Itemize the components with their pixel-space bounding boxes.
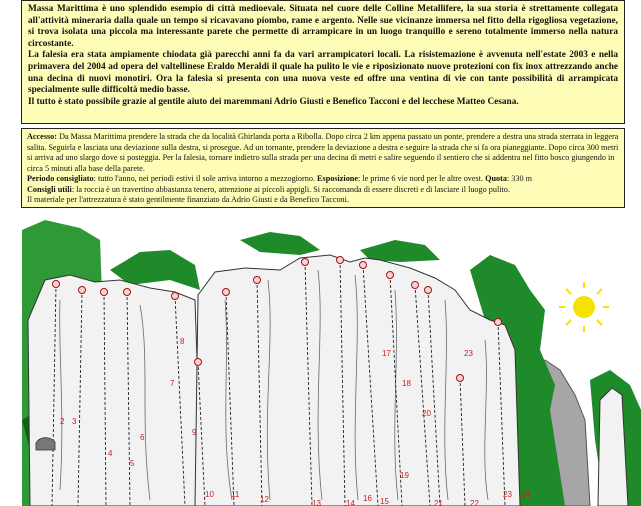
route-label-22: 22	[470, 499, 479, 506]
route-label-8: 8	[180, 337, 185, 346]
route-label-4: 4	[108, 449, 113, 458]
route-label-9: 9	[192, 428, 197, 437]
access-text: Da Massa Marittima prendere la strada che da località Ghirlanda porta a Ribolla. Dopo circa 2 km appena passato un ponte, prendere a destra una strada sterrata in leggera salita. Seguirla e lasciata una deviazione sulla destra, si prosegue. Ad un tornante, prendere la deviazione a destra e seguire la strada che si fa ora pianeggiante. Dopo circa 300 metri si arriva ad uno slargo dove si posteggia. Per la falesia, tornare indietro sulla strada per una decina di metri e salire seguendo il sentiero che si addentra nel fitto bosco giungendo in circa 5 minuti alla base della parete.	[27, 132, 619, 173]
tips-text: : la roccia è un travertino abbastanza tenero, attenzione ai piccoli appigli. Si raccomanda di essere discreti e di lasciare il luogo pulito.	[71, 184, 510, 194]
route-label-2: 2	[60, 417, 65, 426]
period-text: : tutto l'anno, nei periodi estivi il sole arriva intorno a mezzogiorno.	[93, 174, 318, 183]
route-label-12: 12	[260, 495, 269, 504]
route-label-18: 18	[402, 379, 411, 388]
route-label-5: 5	[130, 459, 135, 468]
exposure-label: Esposizione	[317, 174, 358, 183]
route-label-23: 23	[464, 349, 473, 358]
route-label-17: 17	[382, 349, 391, 358]
tips-label: Consigli utili	[27, 184, 72, 194]
intro-paragraph-2: La falesia era stata ampiamente chiodata già parecchi anni fa da vari arrampicatori locali. La risistemazione è avvenuta nell'estate 2003 e nella primavera del 2004 ad opera del valtellinese Eraldo Meraldi il quale ha pulito le vie e riposizionato nuove protezioni con fix inox attrezzando anche una decina di nuovi monotiri. Ora la falesia si presenta con una nuova veste ed offre una ventina di vie con tante possibilità di arrampicata specialmente sulle difficoltà medio basse.	[28, 50, 618, 96]
route-label-23: 23	[503, 490, 512, 499]
route-label-13: 13	[312, 499, 321, 506]
access-label: Accesso:	[27, 132, 58, 141]
route-label-24: 24	[521, 490, 530, 499]
funding-paragraph: Il materiale per l'attrezzatura è stato gentilmente finanziato da Adrio Giusti e da Benefico Tacconi.	[27, 195, 349, 204]
route-label-21: 21	[434, 499, 443, 506]
climber-icon	[36, 438, 55, 450]
route-label-7: 7	[170, 379, 175, 388]
crag-topo-drawing	[0, 210, 641, 506]
intro-paragraph-3: Il tutto è stato possibile grazie al gentile aiuto dei maremmani Adrio Giusti e Benefico Tacconi e del lecchese Matteo Cesana.	[28, 96, 519, 107]
intro-text-box	[21, 0, 625, 124]
intro-paragraph-1: Massa Marittima è uno splendido esempio di città medioevale. Situata nel cuore delle Colline Metallifere, la sua storia è strettamente collegata all'attività mineraria dalla quale un tempo si ricavavano piombo, rame e argento. Nelle sue vicinanze immersa nel fitto della rigogliosa vegetazione, si trova isolata una piccola ma interessante parete che permette di arrampicare in un luogo tranquillo e sereno totalmente immerso nella natura circostante.	[28, 4, 618, 49]
route-label-14: 14	[346, 499, 355, 506]
access-info-box	[21, 128, 625, 208]
route-label-20: 20	[422, 409, 431, 418]
route-label-11: 11	[231, 490, 240, 499]
period-label: Periodo consigliato	[27, 174, 94, 183]
tips-paragraph	[27, 185, 619, 196]
route-label-16: 16	[363, 494, 372, 503]
route-label-10: 10	[205, 490, 214, 499]
route-label-3: 3	[72, 417, 77, 426]
altitude-label: Quota	[485, 174, 507, 183]
sun-icon	[559, 282, 609, 332]
period-paragraph	[27, 174, 619, 185]
route-label-6: 6	[140, 433, 145, 442]
route-label-15: 15	[380, 497, 389, 506]
altitude-text: : 330 m	[506, 174, 532, 183]
exposure-text: : le prime 6 vie nord per le altre ovest.	[358, 174, 486, 183]
route-label-19: 19	[400, 471, 409, 480]
access-paragraph	[27, 132, 619, 174]
